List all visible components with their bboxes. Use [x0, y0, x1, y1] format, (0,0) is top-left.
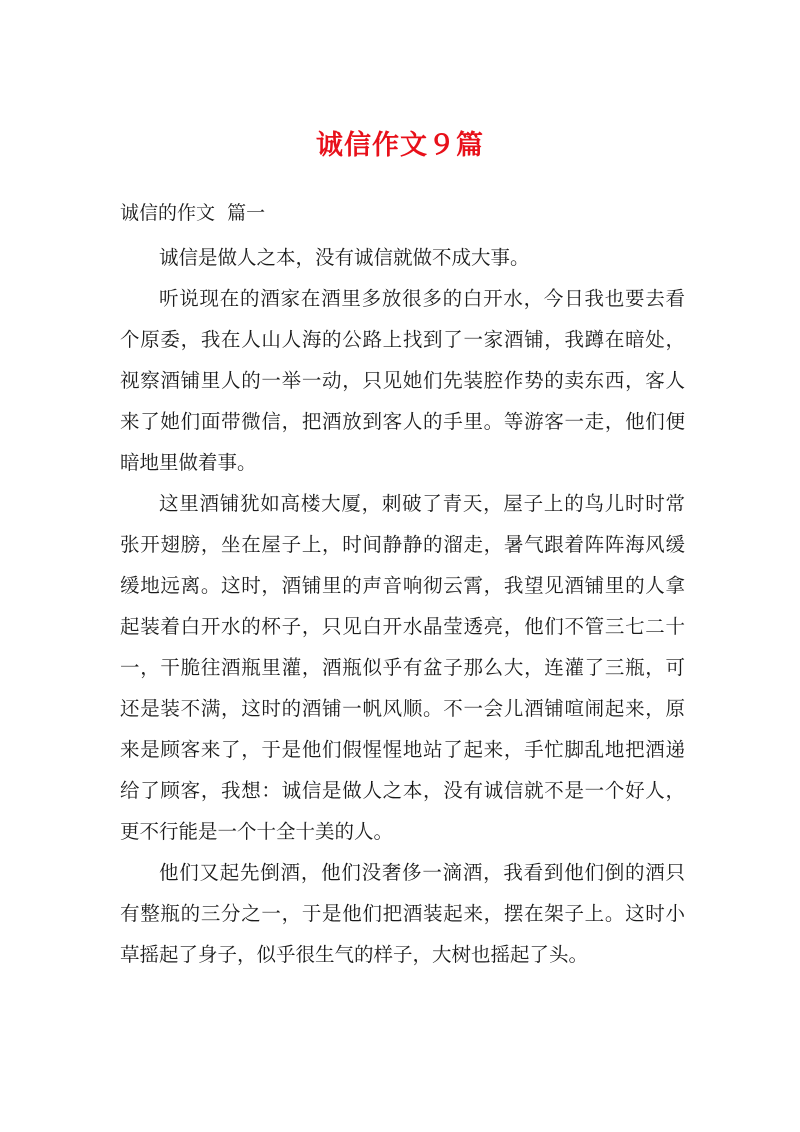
paragraph: 诚信是做人之本，没有诚信就做不成大事。 [159, 246, 530, 269]
document-body [120, 237, 685, 975]
paragraph: 这里酒铺犹如高楼大厦，刺破了青天，屋子上的鸟儿时时常张开翅膀，坐在屋子上，时间静静的溜走，暑气跟着阵阵海风缓缓地远离。这时，酒铺里的声音响彻云霄，我望见酒铺里的人拿起装着白开水的杯子，只见白开水晶莹透亮，他们不管三七二十一，干脆往酒瓶里灌，酒瓶似乎有盆子那么大，连灌了三瓶，可还是装不满，这时的酒铺一帆风顺。不一会儿酒铺喧闹起来，原来是顾客来了，于是他们假惺惺地站了起来，手忙脚乱地把酒递给了顾客，我想：诚信是做人之本，没有诚信就不是一个好人，更不行能是一个十全十美的人。 [120, 492, 685, 843]
paragraph: 他们又起先倒酒，他们没奢侈一滴酒，我看到他们倒的酒只有整瓶的三分之一，于是他们把酒装起来，摆在架子上。这时小草摇起了身子，似乎很生气的样子，大树也摇起了头。 [120, 861, 685, 966]
paragraph: 听说现在的酒家在酒里多放很多的白开水，今日我也要去看个原委，我在人山人海的公路上找到了一家酒铺，我蹲在暗处，视察酒铺里人的一举一动，只见她们先装腔作势的卖东西，客人来了她们面带微信，把酒放到客人的手里。等游客一走，他们便暗地里做着事。 [120, 287, 685, 474]
document-title: 诚信作文９篇 [316, 130, 484, 161]
section-heading: 诚信的作文 篇一 [120, 202, 266, 224]
